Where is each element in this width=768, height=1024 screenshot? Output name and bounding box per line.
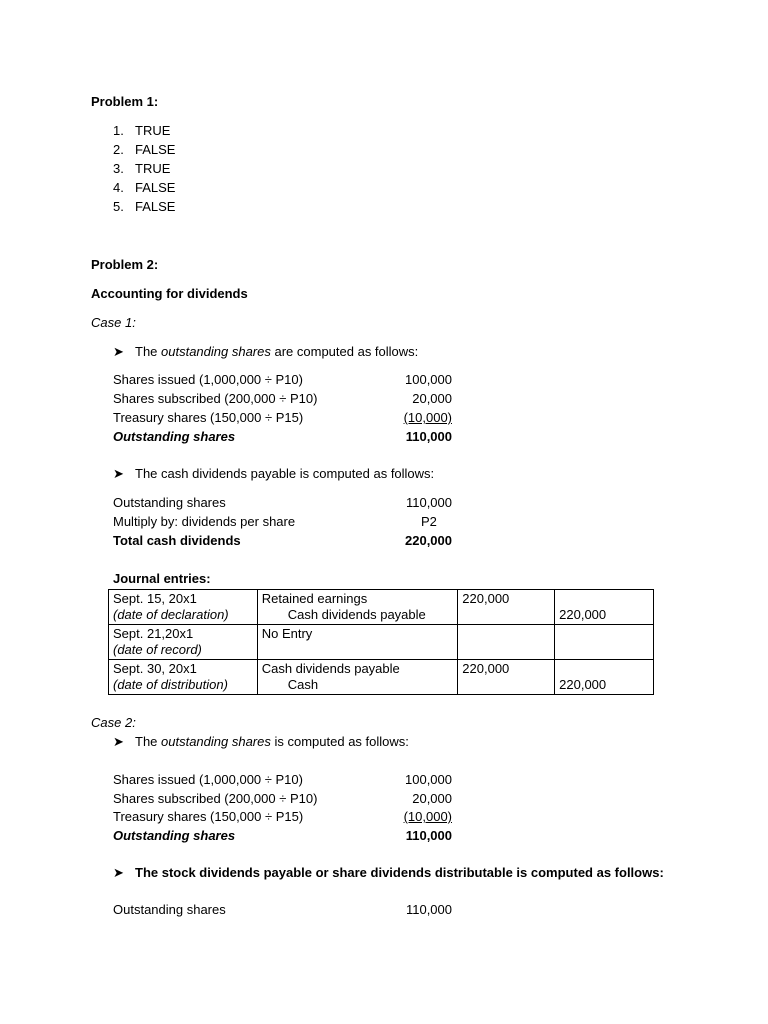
list-item: 4. FALSE	[113, 180, 176, 195]
journal-credit-cell	[555, 625, 654, 660]
journal-date-cell	[109, 590, 258, 625]
computation-total-value: 110,000	[405, 429, 452, 444]
journal-date-note: (date of declaration)	[113, 607, 229, 622]
computation-value: 100,000	[405, 772, 452, 787]
journal-date-note: (date of distribution)	[113, 677, 228, 692]
journal-date-cell	[109, 625, 258, 660]
table-row	[109, 625, 654, 660]
problem2-subheading: Accounting for dividends	[91, 286, 248, 301]
credit-account: Cash	[287, 677, 319, 692]
debit-account: Cash dividends payable	[261, 661, 400, 676]
arrow-bullet-icon: ➤	[113, 865, 124, 880]
list-item: 5. FALSE	[113, 199, 176, 214]
debit-amount: 220,000	[462, 661, 510, 676]
journal-date: Sept. 30, 20x1	[113, 661, 197, 676]
computation-value: P2	[421, 514, 437, 529]
journal-debit-cell	[458, 590, 555, 625]
journal-date: Sept. 15, 20x1	[113, 591, 197, 606]
computation-label: Outstanding shares	[113, 902, 226, 917]
list-item: 1. TRUE	[113, 123, 171, 138]
debit-amount: 220,000	[462, 591, 510, 606]
journal-credit-cell	[555, 590, 654, 625]
computation-total-value: 110,000	[405, 828, 452, 843]
computation-value: 110,000	[405, 902, 452, 917]
journal-date: Sept. 21,20x1	[113, 626, 194, 641]
journal-debit-cell	[458, 625, 555, 660]
journal-entries-table	[108, 589, 654, 695]
answer-text: FALSE	[135, 199, 176, 214]
problem2-heading: Problem 2:	[91, 257, 159, 272]
computation-label: Shares subscribed (200,000 ÷ P10)	[113, 791, 318, 806]
computation-value: (10,000)	[403, 809, 452, 824]
credit-amount: 220,000	[559, 607, 607, 622]
list-item: 3. TRUE	[113, 161, 171, 176]
case2-bullet1: The outstanding shares is computed as follows:	[135, 734, 409, 749]
computation-total-value: 220,000	[405, 533, 452, 548]
computation-label: Multiply by: dividends per share	[113, 514, 296, 529]
journal-account-cell	[257, 625, 458, 660]
computation-label: Shares subscribed (200,000 ÷ P10)	[113, 391, 318, 406]
list-item: 2. FALSE	[113, 142, 176, 157]
journal-date-cell	[109, 660, 258, 695]
answer-text: FALSE	[135, 180, 176, 195]
computation-label: Treasury shares (150,000 ÷ P15)	[113, 410, 304, 425]
case2-bullet2: The stock dividends payable or share dividends distributable is computed as follows:	[135, 865, 664, 880]
case2-label: Case 2:	[91, 715, 136, 730]
case1-bullet1: The outstanding shares are computed as follows:	[135, 344, 419, 359]
computation-value: (10,000)	[403, 410, 452, 425]
problem1-heading: Problem 1:	[91, 94, 159, 109]
computation-label: Treasury shares (150,000 ÷ P15)	[113, 809, 304, 824]
computation-label: Shares issued (1,000,000 ÷ P10)	[113, 372, 303, 387]
credit-amount: 220,000	[559, 677, 607, 692]
computation-value: 100,000	[405, 372, 452, 387]
debit-account: Retained earnings	[261, 591, 368, 606]
debit-account: No Entry	[261, 626, 313, 641]
table-row	[109, 590, 654, 625]
credit-account: Cash dividends payable	[287, 607, 426, 622]
computation-total-label: Outstanding shares	[113, 828, 236, 843]
arrow-bullet-icon: ➤	[113, 734, 124, 749]
arrow-bullet-icon: ➤	[113, 344, 124, 359]
computation-total-label: Total cash dividends	[113, 533, 241, 548]
journal-title: Journal entries:	[113, 571, 211, 586]
journal-credit-cell	[555, 660, 654, 695]
journal-debit-cell	[458, 660, 555, 695]
case1-bullet2: The cash dividends payable is computed as follows:	[135, 466, 435, 481]
journal-date-note: (date of record)	[113, 642, 202, 657]
case1-label: Case 1:	[91, 315, 136, 330]
computation-value: 20,000	[412, 391, 452, 406]
answer-text: FALSE	[135, 142, 176, 157]
computation-value: 110,000	[405, 495, 452, 510]
computation-label: Shares issued (1,000,000 ÷ P10)	[113, 772, 303, 787]
journal-account-cell	[257, 660, 458, 695]
journal-account-cell	[257, 590, 458, 625]
answer-text: TRUE	[135, 123, 171, 138]
table-row	[109, 660, 654, 695]
computation-total-label: Outstanding shares	[113, 429, 236, 444]
answer-text: TRUE	[135, 161, 171, 176]
computation-label: Outstanding shares	[113, 495, 226, 510]
computation-value: 20,000	[412, 791, 452, 806]
arrow-bullet-icon: ➤	[113, 466, 124, 481]
